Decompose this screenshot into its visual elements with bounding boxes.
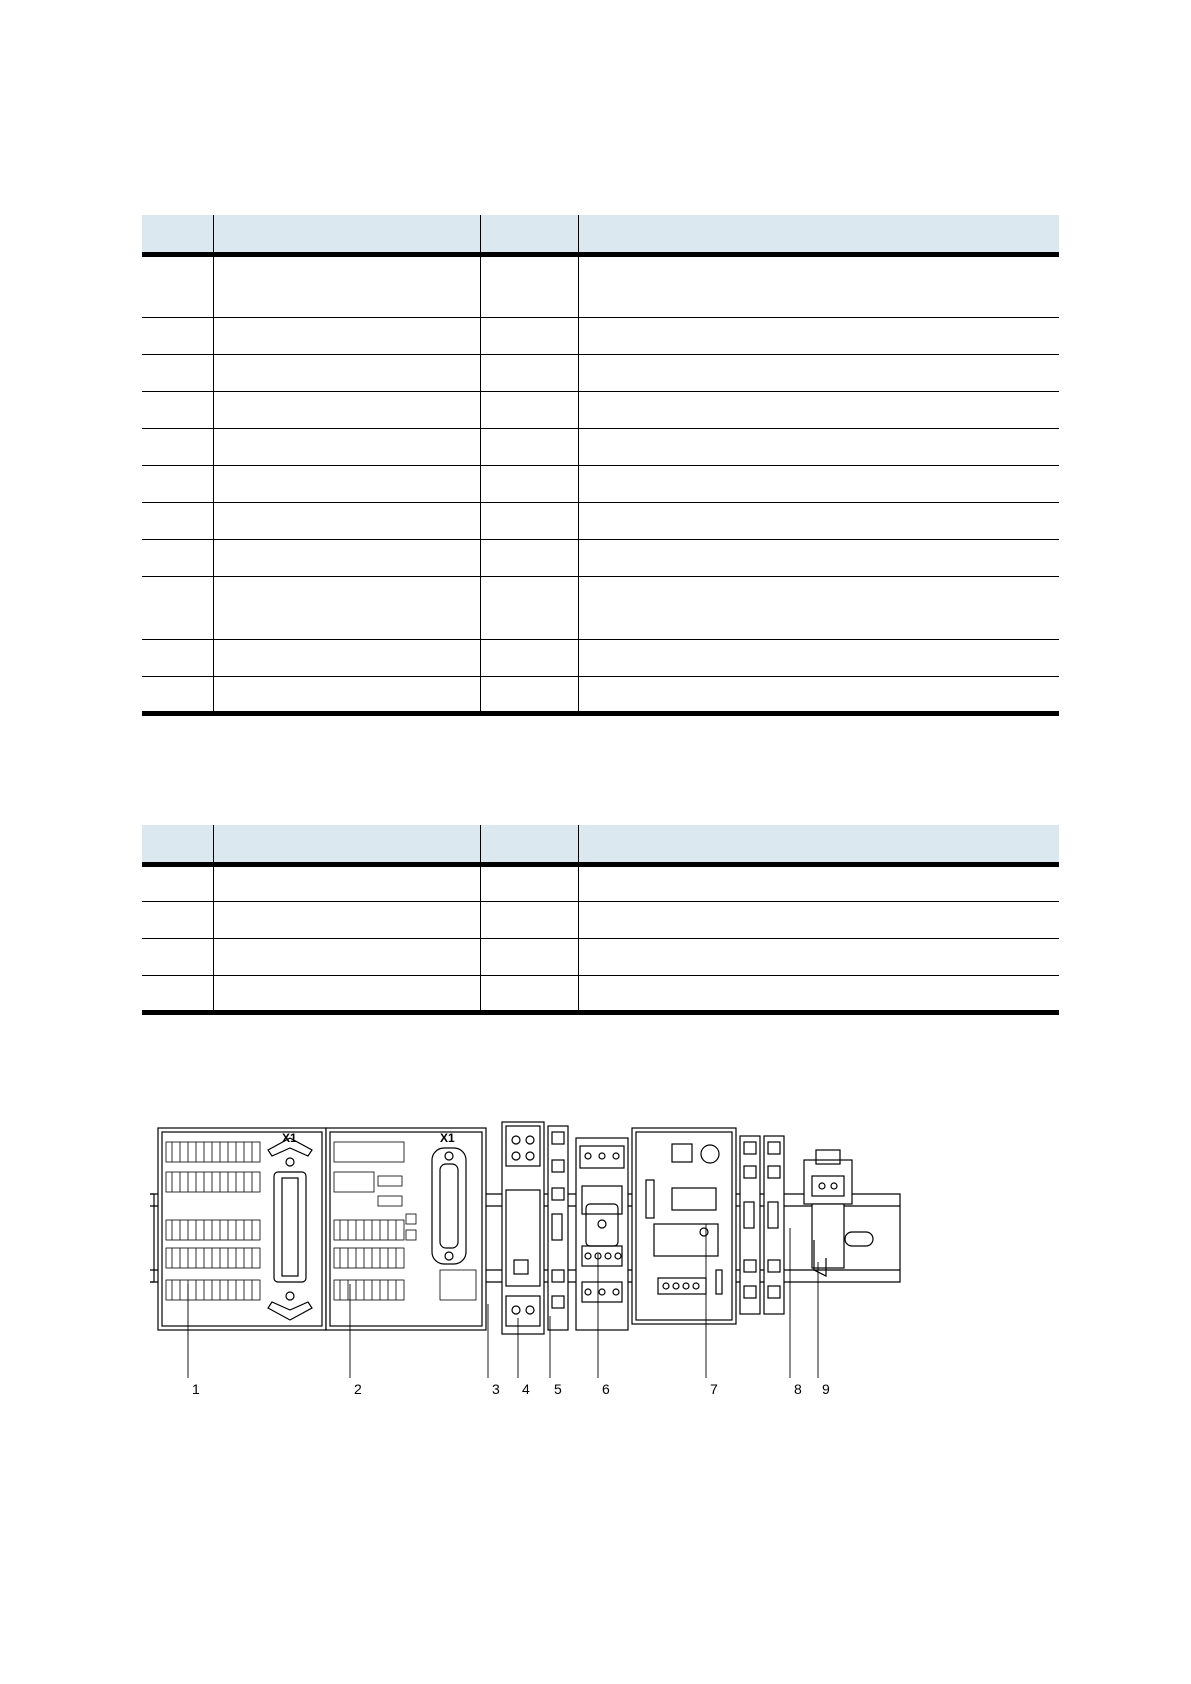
header-cell <box>578 825 1059 865</box>
callout-8: 8 <box>794 1381 802 1397</box>
table-cell <box>480 865 578 902</box>
table-cell <box>142 392 213 429</box>
table-cell <box>578 640 1059 677</box>
table-cell <box>142 640 213 677</box>
callout-1: 1 <box>192 1381 200 1397</box>
table-header-row <box>142 825 1059 865</box>
table-cell <box>213 540 480 577</box>
table-cell <box>213 466 480 503</box>
table-cell <box>213 392 480 429</box>
table-cell <box>578 466 1059 503</box>
callout-6: 6 <box>602 1381 610 1397</box>
callout-9: 9 <box>822 1381 830 1397</box>
relay-module-3 <box>502 1122 544 1334</box>
table-cell <box>142 540 213 577</box>
table-cell <box>480 577 578 640</box>
table-cell <box>578 503 1059 540</box>
callout-5: 5 <box>554 1381 562 1397</box>
table-cell <box>480 255 578 318</box>
end-clamp-8 <box>804 1150 852 1276</box>
table-cell <box>213 976 480 1013</box>
terminal-module-4 <box>548 1126 568 1330</box>
io-module-1 <box>158 1128 326 1330</box>
table-cell <box>142 255 213 318</box>
table-cell <box>480 540 578 577</box>
table-cell <box>578 902 1059 939</box>
table-header-row <box>142 215 1059 255</box>
table-row <box>142 355 1059 392</box>
table-cell <box>213 503 480 540</box>
table-cell <box>213 355 480 392</box>
table-cell <box>142 902 213 939</box>
table-cell <box>480 355 578 392</box>
controller-module-6 <box>632 1128 736 1324</box>
terminal-module-7 <box>740 1136 784 1314</box>
table-row <box>142 577 1059 640</box>
table-cell <box>480 392 578 429</box>
power-module-5 <box>576 1138 628 1330</box>
table-cell <box>578 677 1059 714</box>
connector-label-x1: X1 <box>440 1131 455 1145</box>
table-cell <box>213 902 480 939</box>
table-cell <box>578 577 1059 640</box>
table-row <box>142 255 1059 318</box>
table-row <box>142 865 1059 902</box>
table-cell <box>142 466 213 503</box>
table-cell <box>142 677 213 714</box>
table-cell <box>213 640 480 677</box>
table-cell <box>578 392 1059 429</box>
table-row <box>142 540 1059 577</box>
header-cell <box>142 215 213 255</box>
table-cell <box>142 429 213 466</box>
table-cell <box>578 540 1059 577</box>
table-cell <box>480 939 578 976</box>
table-cell <box>142 865 213 902</box>
table-cell <box>480 677 578 714</box>
header-cell <box>142 825 213 865</box>
table-row <box>142 318 1059 355</box>
table-cell <box>578 865 1059 902</box>
table-cell <box>480 429 578 466</box>
table-row <box>142 902 1059 939</box>
table-row <box>142 429 1059 466</box>
table-row <box>142 677 1059 714</box>
header-cell <box>480 215 578 255</box>
table-cell <box>142 318 213 355</box>
parts-table-1 <box>142 215 1059 716</box>
callout-3: 3 <box>492 1381 500 1397</box>
table-cell <box>142 577 213 640</box>
table-cell <box>213 677 480 714</box>
table-cell <box>213 865 480 902</box>
table-row <box>142 976 1059 1013</box>
parts-table-2 <box>142 825 1059 1015</box>
table-cell <box>213 939 480 976</box>
callout-2: 2 <box>354 1381 362 1397</box>
callout-labels <box>192 1381 830 1397</box>
table-cell <box>213 577 480 640</box>
table-cell <box>480 503 578 540</box>
table-cell <box>480 466 578 503</box>
table-cell <box>480 640 578 677</box>
table-row <box>142 640 1059 677</box>
table-row <box>142 503 1059 540</box>
table-row <box>142 392 1059 429</box>
table-cell <box>142 503 213 540</box>
table-row <box>142 939 1059 976</box>
table-cell <box>142 355 213 392</box>
table-cell <box>142 939 213 976</box>
din-rail-assembly-figure <box>150 1120 930 1400</box>
header-cell <box>480 825 578 865</box>
connector-label-x1: X1 <box>282 1131 297 1145</box>
table-cell <box>578 429 1059 466</box>
table-cell <box>142 976 213 1013</box>
table-cell <box>578 939 1059 976</box>
callout-7: 7 <box>710 1381 718 1397</box>
table-row <box>142 466 1059 503</box>
table-cell <box>578 355 1059 392</box>
table-cell <box>578 318 1059 355</box>
callout-4: 4 <box>522 1381 530 1397</box>
table-cell <box>480 318 578 355</box>
table-cell <box>578 976 1059 1013</box>
header-cell <box>213 215 480 255</box>
header-cell <box>213 825 480 865</box>
table-cell <box>578 255 1059 318</box>
table-cell <box>480 976 578 1013</box>
table-cell <box>213 429 480 466</box>
table-cell <box>213 255 480 318</box>
header-cell <box>578 215 1059 255</box>
table-cell <box>480 902 578 939</box>
table-cell <box>213 318 480 355</box>
